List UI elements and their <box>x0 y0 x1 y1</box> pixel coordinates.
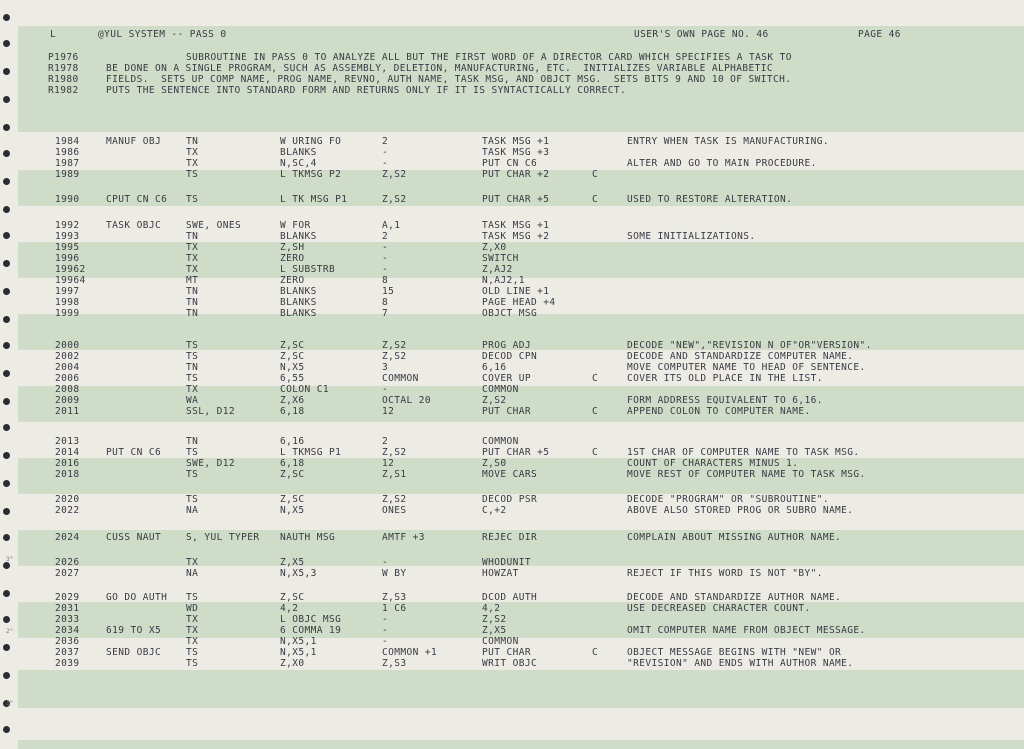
operand-1: N,X5 <box>280 505 305 516</box>
operand-3: Z,S2 <box>482 614 507 625</box>
listing-row <box>0 373 1024 384</box>
listing-row <box>0 275 1024 286</box>
margin-mark: 1" <box>6 700 14 707</box>
operand-2: 2 <box>382 436 389 447</box>
line-number: 2029 <box>55 592 80 603</box>
line-number: 2034 <box>55 625 80 636</box>
line-number: 2000 <box>55 340 80 351</box>
listing-row <box>0 395 1024 406</box>
operand-3: TASK MSG +3 <box>482 147 550 158</box>
line-number: 19962 <box>55 264 86 275</box>
operand-1: ZERO <box>280 275 305 286</box>
operand-1: Z,SC <box>280 469 305 480</box>
listing-row <box>0 340 1024 351</box>
comment: USED TO RESTORE ALTERATION. <box>627 194 793 205</box>
opcode: TX <box>186 253 199 264</box>
operand-2: - <box>382 147 389 158</box>
listing-letter: L <box>50 29 57 40</box>
operand-2: - <box>382 636 389 647</box>
greenbar-band <box>18 670 1024 708</box>
operand-3: OLD LINE +1 <box>482 286 550 297</box>
line-label: 619 TO X5 <box>106 625 162 636</box>
opcode: TS <box>186 469 199 480</box>
operand-2: 8 <box>382 297 389 308</box>
listing-row <box>0 614 1024 625</box>
operand-1: COLON C1 <box>280 384 329 395</box>
opcode: TS <box>186 194 199 205</box>
operand-1: Z,SH <box>280 242 305 253</box>
listing-row <box>0 636 1024 647</box>
opcode: TN <box>186 136 199 147</box>
intro-line-number: R1980 <box>48 74 79 85</box>
line-number: 2036 <box>55 636 80 647</box>
opcode: SWE, ONES <box>186 220 242 231</box>
operand-2: Z,S2 <box>382 340 407 351</box>
operand-3: DCOD AUTH <box>482 592 538 603</box>
operand-2: - <box>382 614 389 625</box>
opcode: TS <box>186 494 199 505</box>
operand-2: 12 <box>382 458 395 469</box>
line-number: 1989 <box>55 169 80 180</box>
margin-mark: 2" <box>6 628 14 635</box>
operand-1: NAUTH MSG <box>280 532 336 543</box>
line-number: 2008 <box>55 384 80 395</box>
comment: COUNT OF CHARACTERS MINUS 1. <box>627 458 799 469</box>
system-title: @YUL SYSTEM -- PASS 0 <box>98 29 227 40</box>
opcode: S, YUL TYPER <box>186 532 260 543</box>
operand-2: Z,S2 <box>382 351 407 362</box>
operand-2: - <box>382 253 389 264</box>
operand-3: DECOD PSR <box>482 494 538 505</box>
operand-3: COMMON <box>482 636 519 647</box>
opcode: TS <box>186 647 199 658</box>
line-number: 1987 <box>55 158 80 169</box>
opcode: TN <box>186 297 199 308</box>
operand-1: W URING FO <box>280 136 342 147</box>
feed-hole <box>3 424 10 431</box>
operand-1: L OBJC MSG <box>280 614 342 625</box>
listing-row <box>0 603 1024 614</box>
comment: OMIT COMPUTER NAME FROM OBJECT MESSAGE. <box>627 625 866 636</box>
line-number: 1997 <box>55 286 80 297</box>
feed-hole <box>3 40 10 47</box>
operand-2: 8 <box>382 275 389 286</box>
intro-line-number: R1982 <box>48 85 79 96</box>
operand-2: 3 <box>382 362 389 373</box>
opcode: TS <box>186 340 199 351</box>
comment: APPEND COLON TO COMPUTER NAME. <box>627 406 811 417</box>
flag: C <box>592 406 599 417</box>
intro-line-text: FIELDS. SETS UP COMP NAME, PROG NAME, REVNO, AUTH NAME, TASK MSG, AND OBJCT MSG. SETS BITS 9 AND 10 OF SWITCH. <box>106 74 792 85</box>
opcode: TX <box>186 158 199 169</box>
opcode: WA <box>186 395 199 406</box>
operand-3: WRIT OBJC <box>482 658 538 669</box>
user-page-number: USER'S OWN PAGE NO. 46 <box>634 29 769 40</box>
operand-3: COMMON <box>482 436 519 447</box>
opcode: TN <box>186 286 199 297</box>
operand-1: 6 COMMA 19 <box>280 625 342 636</box>
line-number: 2031 <box>55 603 80 614</box>
comment: FORM ADDRESS EQUIVALENT TO 6,16. <box>627 395 823 406</box>
operand-3: PUT CHAR +5 <box>482 194 550 205</box>
operand-3: Z,X0 <box>482 242 507 253</box>
operand-3: Z,AJ2 <box>482 264 513 275</box>
operand-3: PAGE HEAD +4 <box>482 297 556 308</box>
listing-row <box>0 264 1024 275</box>
operand-1: L TKMSG P2 <box>280 169 342 180</box>
operand-1: Z,X5 <box>280 557 305 568</box>
operand-1: ZERO <box>280 253 305 264</box>
operand-2: 2 <box>382 231 389 242</box>
feed-hole <box>3 206 10 213</box>
flag: C <box>592 647 599 658</box>
operand-2: AMTF +3 <box>382 532 425 543</box>
operand-3: MOVE CARS <box>482 469 538 480</box>
opcode: TS <box>186 351 199 362</box>
listing-row <box>0 231 1024 242</box>
operand-1: 6,18 <box>280 406 305 417</box>
feed-hole <box>3 68 10 75</box>
operand-1: Z,SC <box>280 494 305 505</box>
operand-3: WHODUNIT <box>482 557 531 568</box>
operand-3: COMMON <box>482 384 519 395</box>
listing-row <box>0 592 1024 603</box>
operand-1: L SUBSTRB <box>280 264 336 275</box>
listing-row <box>0 242 1024 253</box>
listing-row <box>0 658 1024 669</box>
page-number: PAGE 46 <box>858 29 901 40</box>
comment: SOME INITIALIZATIONS. <box>627 231 756 242</box>
operand-2: ONES <box>382 505 407 516</box>
operand-2: - <box>382 625 389 636</box>
line-number: 2020 <box>55 494 80 505</box>
operand-3: PUT CHAR +2 <box>482 169 550 180</box>
flag: C <box>592 194 599 205</box>
operand-3: Z,X5 <box>482 625 507 636</box>
operand-2: Z,S3 <box>382 592 407 603</box>
comment: "REVISION" AND ENDS WITH AUTHOR NAME. <box>627 658 854 669</box>
operand-3: SWITCH <box>482 253 519 264</box>
line-number: 2024 <box>55 532 80 543</box>
operand-1: 6,55 <box>280 373 305 384</box>
line-number: 2013 <box>55 436 80 447</box>
operand-1: Z,SC <box>280 340 305 351</box>
opcode: SWE, D12 <box>186 458 235 469</box>
operand-1: N,X5,1 <box>280 647 317 658</box>
comment: DECODE "NEW","REVISION N OF"OR"VERSION". <box>627 340 872 351</box>
operand-2: Z,S2 <box>382 447 407 458</box>
operand-3: HOWZAT <box>482 568 519 579</box>
opcode: TN <box>186 231 199 242</box>
line-number: 2026 <box>55 557 80 568</box>
operand-3: OBJCT MSG <box>482 308 538 319</box>
operand-1: N,SC,4 <box>280 158 317 169</box>
listing-row <box>0 436 1024 447</box>
operand-1: BLANKS <box>280 308 317 319</box>
operand-2: Z,S3 <box>382 658 407 669</box>
comment: ABOVE ALSO STORED PROG OR SUBRO NAME. <box>627 505 854 516</box>
opcode: SSL, D12 <box>186 406 235 417</box>
operand-3: PUT CN C6 <box>482 158 538 169</box>
operand-1: L TK MSG P1 <box>280 194 348 205</box>
intro-line-number: P1976 <box>48 52 79 63</box>
operand-3: REJEC DIR <box>482 532 538 543</box>
comment: MOVE REST OF COMPUTER NAME TO TASK MSG. <box>627 469 866 480</box>
operand-2: 12 <box>382 406 395 417</box>
operand-2: A,1 <box>382 220 401 231</box>
line-number: 1996 <box>55 253 80 264</box>
comment: REJECT IF THIS WORD IS NOT "BY". <box>627 568 823 579</box>
feed-hole <box>3 14 10 21</box>
operand-1: W FOR <box>280 220 311 231</box>
operand-2: - <box>382 384 389 395</box>
operand-1: Z,X0 <box>280 658 305 669</box>
line-label: CPUT CN C6 <box>106 194 168 205</box>
intro-line-number: R1978 <box>48 63 79 74</box>
operand-2: Z,S2 <box>382 194 407 205</box>
opcode: MT <box>186 275 199 286</box>
line-label: SEND OBJC <box>106 647 162 658</box>
operand-3: 4,2 <box>482 603 501 614</box>
opcode: TX <box>186 242 199 253</box>
listing-row <box>0 351 1024 362</box>
line-label: MANUF OBJ <box>106 136 162 147</box>
listing-row <box>0 136 1024 147</box>
operand-1: BLANKS <box>280 147 317 158</box>
line-number: 1990 <box>55 194 80 205</box>
operand-1: BLANKS <box>280 297 317 308</box>
operand-2: 2 <box>382 136 389 147</box>
opcode: TX <box>186 384 199 395</box>
greenbar-band <box>18 98 1024 132</box>
operand-2: - <box>382 242 389 253</box>
operand-3: N,AJ2,1 <box>482 275 525 286</box>
listing-row <box>0 494 1024 505</box>
operand-2: - <box>382 158 389 169</box>
listing-row <box>0 253 1024 264</box>
line-number: 2037 <box>55 647 80 658</box>
operand-1: N,X5,1 <box>280 636 317 647</box>
listing-row <box>0 647 1024 658</box>
opcode: NA <box>186 568 199 579</box>
operand-2: COMMON +1 <box>382 647 438 658</box>
operand-1: BLANKS <box>280 231 317 242</box>
operand-2: 7 <box>382 308 389 319</box>
operand-1: BLANKS <box>280 286 317 297</box>
operand-3: PUT CHAR <box>482 647 531 658</box>
listing-row <box>0 158 1024 169</box>
opcode: TS <box>186 447 199 458</box>
line-number: 2009 <box>55 395 80 406</box>
opcode: TX <box>186 636 199 647</box>
line-number: 1999 <box>55 308 80 319</box>
listing-row <box>0 447 1024 458</box>
opcode: NA <box>186 505 199 516</box>
operand-3: TASK MSG +1 <box>482 136 550 147</box>
operand-1: Z,SC <box>280 592 305 603</box>
operand-1: L TKMSG P1 <box>280 447 342 458</box>
operand-3: TASK MSG +2 <box>482 231 550 242</box>
operand-3: TASK MSG +1 <box>482 220 550 231</box>
line-number: 1995 <box>55 242 80 253</box>
operand-2: Z,S1 <box>382 469 407 480</box>
line-number: 2018 <box>55 469 80 480</box>
line-number: 1984 <box>55 136 80 147</box>
operand-3: PUT CHAR +5 <box>482 447 550 458</box>
operand-1: 6,18 <box>280 458 305 469</box>
flag: C <box>592 373 599 384</box>
flag: C <box>592 447 599 458</box>
operand-1: N,X5 <box>280 362 305 373</box>
listing-row <box>0 568 1024 579</box>
listing-row <box>0 532 1024 543</box>
comment: USE DECREASED CHARACTER COUNT. <box>627 603 811 614</box>
line-number: 2016 <box>55 458 80 469</box>
line-number: 1998 <box>55 297 80 308</box>
opcode: TS <box>186 169 199 180</box>
listing-row <box>0 505 1024 516</box>
listing-row <box>0 220 1024 231</box>
line-number: 19964 <box>55 275 86 286</box>
opcode: TN <box>186 308 199 319</box>
flag: C <box>592 169 599 180</box>
operand-1: 6,16 <box>280 436 305 447</box>
line-number: 2002 <box>55 351 80 362</box>
opcode: TX <box>186 264 199 275</box>
greenbar-band <box>18 740 1024 749</box>
operand-2: W BY <box>382 568 407 579</box>
listing-row <box>0 169 1024 180</box>
comment: ALTER AND GO TO MAIN PROCEDURE. <box>627 158 817 169</box>
line-number: 2014 <box>55 447 80 458</box>
opcode: WD <box>186 603 199 614</box>
comment: MOVE COMPUTER NAME TO HEAD OF SENTENCE. <box>627 362 866 373</box>
operand-1: N,X5,3 <box>280 568 317 579</box>
listing-row <box>0 362 1024 373</box>
listing-row <box>0 147 1024 158</box>
opcode: TX <box>186 147 199 158</box>
operand-2: Z,S2 <box>382 169 407 180</box>
operand-3: COVER UP <box>482 373 531 384</box>
listing-row <box>0 625 1024 636</box>
line-label: TASK OBJC <box>106 220 162 231</box>
listing-row <box>0 297 1024 308</box>
opcode: TN <box>186 436 199 447</box>
comment: DECODE "PROGRAM" OR "SUBROUTINE". <box>627 494 829 505</box>
line-number: 2011 <box>55 406 80 417</box>
intro-line-text: PUTS THE SENTENCE INTO STANDARD FORM AND RETURNS ONLY IF IT IS SYNTACTICALLY CORRECT. <box>106 85 627 96</box>
operand-2: COMMON <box>382 373 419 384</box>
opcode: TX <box>186 614 199 625</box>
opcode: TN <box>186 362 199 373</box>
line-number: 1992 <box>55 220 80 231</box>
comment: ENTRY WHEN TASK IS MANUFACTURING. <box>627 136 829 147</box>
operand-3: PROG ADJ <box>482 340 531 351</box>
listing-row <box>0 384 1024 395</box>
line-number: 2033 <box>55 614 80 625</box>
comment: DECODE AND STANDARDIZE COMPUTER NAME. <box>627 351 854 362</box>
line-number: 2039 <box>55 658 80 669</box>
operand-3: C,+2 <box>482 505 507 516</box>
listing-row <box>0 286 1024 297</box>
operand-3: PUT CHAR <box>482 406 531 417</box>
margin-mark: 3" <box>6 556 14 563</box>
feed-hole <box>3 480 10 487</box>
operand-2: - <box>382 264 389 275</box>
line-label: CUSS NAUT <box>106 532 162 543</box>
listing-row <box>0 406 1024 417</box>
operand-1: Z,SC <box>280 351 305 362</box>
listing-row <box>0 194 1024 205</box>
operand-2: 15 <box>382 286 395 297</box>
operand-3: Z,S0 <box>482 458 507 469</box>
line-label: PUT CN C6 <box>106 447 162 458</box>
operand-3: DECOD CPN <box>482 351 538 362</box>
listing-row <box>0 557 1024 568</box>
opcode: TS <box>186 658 199 669</box>
line-label: GO DO AUTH <box>106 592 168 603</box>
feed-hole <box>3 672 10 679</box>
operand-2: 1 C6 <box>382 603 407 614</box>
comment: OBJECT MESSAGE BEGINS WITH "NEW" OR <box>627 647 842 658</box>
comment: COVER ITS OLD PLACE IN THE LIST. <box>627 373 823 384</box>
opcode: TS <box>186 373 199 384</box>
feed-hole <box>3 124 10 131</box>
operand-2: - <box>382 557 389 568</box>
opcode: TX <box>186 625 199 636</box>
listing-row <box>0 458 1024 469</box>
comment: COMPLAIN ABOUT MISSING AUTHOR NAME. <box>627 532 842 543</box>
intro-line-text: BE DONE ON A SINGLE PROGRAM, SUCH AS ASSEMBLY, DELETION, MANUFACTURING, ETC. INITIALIZES VARIABLE ALPHABETIC <box>106 63 774 74</box>
line-number: 2027 <box>55 568 80 579</box>
operand-3: Z,S2 <box>482 395 507 406</box>
comment: 1ST CHAR OF COMPUTER NAME TO TASK MSG. <box>627 447 860 458</box>
operand-1: 4,2 <box>280 603 299 614</box>
operand-3: 6,16 <box>482 362 507 373</box>
line-number: 1993 <box>55 231 80 242</box>
feed-hole <box>3 96 10 103</box>
intro-line-text: SUBROUTINE IN PASS 0 TO ANALYZE ALL BUT THE FIRST WORD OF A DIRECTOR CARD WHICH SPECIFIES A TASK TO <box>186 52 792 63</box>
line-number: 1986 <box>55 147 80 158</box>
feed-hole <box>3 726 10 733</box>
opcode: TX <box>186 557 199 568</box>
operand-2: Z,S2 <box>382 494 407 505</box>
operand-2: OCTAL 20 <box>382 395 431 406</box>
operand-1: Z,X6 <box>280 395 305 406</box>
line-number: 2022 <box>55 505 80 516</box>
line-number: 2004 <box>55 362 80 373</box>
comment: DECODE AND STANDARDIZE AUTHOR NAME. <box>627 592 842 603</box>
listing-row <box>0 308 1024 319</box>
opcode: TS <box>186 592 199 603</box>
line-number: 2006 <box>55 373 80 384</box>
listing-row <box>0 469 1024 480</box>
